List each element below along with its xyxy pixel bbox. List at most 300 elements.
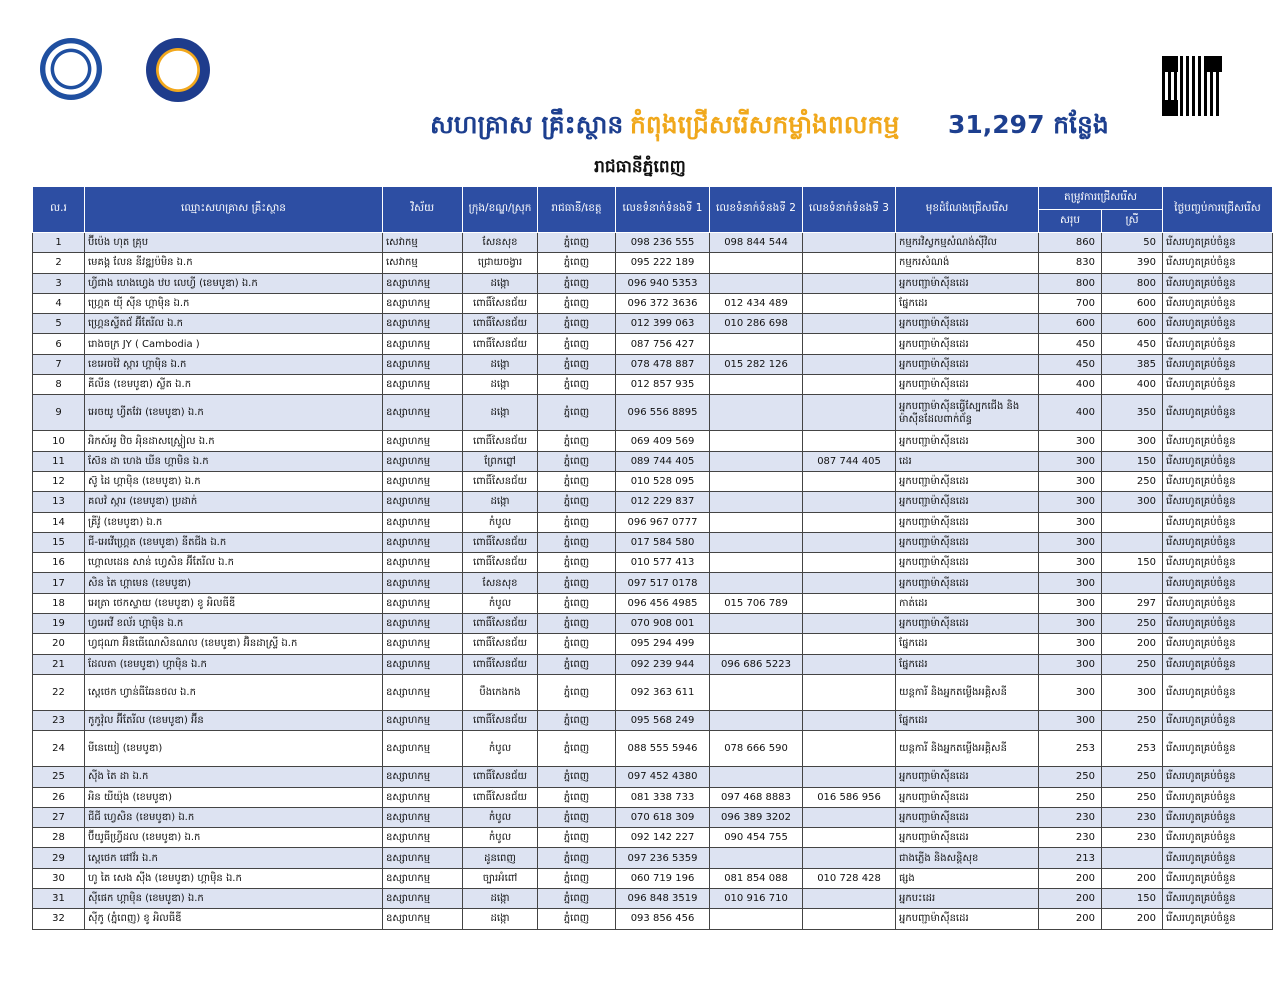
cell-no: 32 <box>33 909 85 929</box>
cell-total: 800 <box>1039 273 1102 293</box>
cell-phone1: 089 744 405 <box>616 451 710 471</box>
cell-company: កូកូវ៉ុល អ៊ីតែរីល (ខេមបូឌា) អ៊ីន <box>85 710 383 730</box>
cell-no: 24 <box>33 731 85 767</box>
cell-total: 860 <box>1039 233 1102 253</box>
cell-position: ផ្នែកដេរ <box>896 634 1039 654</box>
cell-company: ស្តេថេក ផៅវ័រ ឯ.ក <box>85 848 383 868</box>
cell-position: ផ្នែកដេរ <box>896 654 1039 674</box>
cell-province: ភ្នំពេញ <box>538 807 616 827</box>
cell-phone3 <box>803 593 896 613</box>
table-row <box>33 334 1273 354</box>
cell-no: 8 <box>33 375 85 395</box>
cell-position: អ្នកបះដេរ <box>896 889 1039 909</box>
cell-phone2 <box>710 471 803 491</box>
header-phone2: លេខទំនាក់ទំនងទី 2 <box>710 187 803 233</box>
cell-phone2 <box>710 710 803 730</box>
cell-total: 300 <box>1039 492 1102 512</box>
cell-female: 150 <box>1102 451 1163 471</box>
cell-phone3 <box>803 314 896 334</box>
cell-no: 10 <box>33 431 85 451</box>
cell-phone1: 012 857 935 <box>616 375 710 395</box>
cell-female: 250 <box>1102 710 1163 730</box>
cell-no: 30 <box>33 868 85 888</box>
cell-no: 13 <box>33 492 85 512</box>
cell-phone2: 010 286 698 <box>710 314 803 334</box>
cell-total: 253 <box>1039 731 1102 767</box>
cell-no: 7 <box>33 354 85 374</box>
cell-phone2: 015 706 789 <box>710 593 803 613</box>
cell-phone2 <box>710 674 803 710</box>
cell-phone1: 087 756 427 <box>616 334 710 354</box>
cell-female: 230 <box>1102 828 1163 848</box>
cell-sector: ឧស្សាហកម្ម <box>383 451 463 471</box>
cell-sector: ឧស្សាហកម្ម <box>383 593 463 613</box>
cell-phone1: 098 236 555 <box>616 233 710 253</box>
cell-deadline: រើសរហូតគ្រប់ចំនួន <box>1163 807 1273 827</box>
cell-phone1: 010 528 095 <box>616 471 710 491</box>
table-row <box>33 354 1273 374</box>
cell-province: ភ្នំពេញ <box>538 828 616 848</box>
cell-total: 300 <box>1039 553 1102 573</box>
cell-position: យន្តការី និងអ្នកតម្លើងអគ្គិសនី <box>896 731 1039 767</box>
cell-district: ពោធិ៍សែនជ័យ <box>463 710 538 730</box>
cell-total: 400 <box>1039 395 1102 431</box>
cell-deadline: រើសរហូតគ្រប់ចំនួន <box>1163 614 1273 634</box>
cell-deadline: រើសរហូតគ្រប់ចំនួន <box>1163 375 1273 395</box>
cell-total: 300 <box>1039 573 1102 593</box>
cell-district: ច្បារអំពៅ <box>463 868 538 888</box>
cell-province: ភ្នំពេញ <box>538 314 616 334</box>
cell-deadline: រើសរហូតគ្រប់ចំនួន <box>1163 731 1273 767</box>
table-row <box>33 634 1273 654</box>
cell-sector: សេវាកម្ម <box>383 253 463 273</box>
cell-phone3 <box>803 710 896 730</box>
cell-position: អ្នកបញ្ជាម៉ាស៊ីនដេរ <box>896 334 1039 354</box>
cell-deadline: រើសរហូតគ្រប់ចំនួន <box>1163 273 1273 293</box>
cell-total: 600 <box>1039 314 1102 334</box>
cell-phone3: 087 744 405 <box>803 451 896 471</box>
cell-position: អ្នកបញ្ជាម៉ាស៊ីនដេរ <box>896 614 1039 634</box>
cell-phone2: 015 282 126 <box>710 354 803 374</box>
header-phone3: លេខទំនាក់ទំនងទី 3 <box>803 187 896 233</box>
cell-no: 12 <box>33 471 85 491</box>
title-recruiting: កំពុងជ្រើសរើសកម្លាំងពលកម្ម <box>630 110 900 139</box>
cell-total: 200 <box>1039 889 1102 909</box>
table-row <box>33 431 1273 451</box>
cell-phone1: 097 236 5359 <box>616 848 710 868</box>
cell-deadline: រើសរហូតគ្រប់ចំនួន <box>1163 654 1273 674</box>
cell-position: អ្នកបញ្ជាម៉ាស៊ីនដេរ <box>896 512 1039 532</box>
cell-company: ហ្គ្រេត យ៉ី ស៊ីន ហ្គាម៉ិន ឯ.ក <box>85 293 383 313</box>
cell-phone2 <box>710 451 803 471</box>
cell-deadline: រើសរហូតគ្រប់ចំនួន <box>1163 431 1273 451</box>
cell-phone1: 097 517 0178 <box>616 573 710 593</box>
cell-province: ភ្នំពេញ <box>538 354 616 374</box>
cell-total: 200 <box>1039 868 1102 888</box>
cell-phone3 <box>803 233 896 253</box>
cell-phone1: 097 452 4380 <box>616 767 710 787</box>
cell-district: ពោធិ៍សែនជ័យ <box>463 471 538 491</box>
cell-female: 350 <box>1102 395 1163 431</box>
cell-phone1: 092 239 944 <box>616 654 710 674</box>
cell-phone2 <box>710 532 803 552</box>
cell-position: អ្នកបញ្ជាម៉ាស៊ីនដេរ <box>896 828 1039 848</box>
cell-company: ហ្វជុណា អ៊ិនធើណេសិនណល (ខេមបូឌា) អ៊ិនដាស្ទ្រី ឯ.ក <box>85 634 383 654</box>
cell-phone3 <box>803 654 896 674</box>
cell-position: អ្នកបញ្ជាម៉ាស៊ីនដេរ <box>896 807 1039 827</box>
cell-phone3 <box>803 512 896 532</box>
cell-total: 300 <box>1039 451 1102 471</box>
cell-phone2 <box>710 273 803 293</box>
cell-phone2: 097 468 8883 <box>710 787 803 807</box>
cell-deadline: រើសរហូតគ្រប់ចំនួន <box>1163 354 1273 374</box>
cell-company: ប៊ីប៉េង ហុត គ្រុប <box>85 233 383 253</box>
cell-female: 253 <box>1102 731 1163 767</box>
cell-company: រោងចក្រ JY ( Cambodia ) <box>85 334 383 354</box>
cell-female: 300 <box>1102 431 1163 451</box>
cell-company: មីនេយៀ (ខេមបូឌា) <box>85 731 383 767</box>
cell-phone2: 078 666 590 <box>710 731 803 767</box>
cell-position: អ្នកបញ្ជាម៉ាស៊ីនដេរ <box>896 314 1039 334</box>
cell-position: ផ្នែកដេរ <box>896 293 1039 313</box>
cell-district: ដង្កោ <box>463 492 538 512</box>
cell-female: 300 <box>1102 492 1163 512</box>
cell-deadline: រើសរហូតគ្រប់ចំនួន <box>1163 471 1273 491</box>
table-row <box>33 273 1273 293</box>
cell-total: 250 <box>1039 767 1102 787</box>
cell-district: កំបូល <box>463 828 538 848</box>
cell-deadline: រើសរហូតគ្រប់ចំនួន <box>1163 451 1273 471</box>
cell-phone3 <box>803 431 896 451</box>
cell-deadline: រើសរហូតគ្រប់ចំនួន <box>1163 674 1273 710</box>
cell-company: អិន យីយ៉ុង (ខេមបូឌា) <box>85 787 383 807</box>
cell-phone3 <box>803 375 896 395</box>
cell-province: ភ្នំពេញ <box>538 334 616 354</box>
cell-phone1: 081 338 733 <box>616 787 710 807</box>
table-row <box>33 233 1273 253</box>
cell-phone2 <box>710 512 803 532</box>
cell-district: ដង្កោ <box>463 354 538 374</box>
cell-no: 2 <box>33 253 85 273</box>
cell-company: ហូ តៃ សេង ស៊ីង (ខេមបូឌា) ហ្គាម៉ិន ឯ.ក <box>85 868 383 888</box>
cell-total: 250 <box>1039 787 1102 807</box>
cell-province: ភ្នំពេញ <box>538 233 616 253</box>
table-row <box>33 674 1273 710</box>
table-row <box>33 654 1273 674</box>
cell-phone3 <box>803 807 896 827</box>
page-subtitle: រាជធានីភ្នំពេញ <box>594 157 686 177</box>
cell-position: ផ្សង <box>896 868 1039 888</box>
cell-position: អ្នកបញ្ជាម៉ាស៊ីនដេរ <box>896 375 1039 395</box>
nea-logo <box>146 38 210 102</box>
cell-phone2: 081 854 088 <box>710 868 803 888</box>
cell-district: កំបូល <box>463 512 538 532</box>
cell-sector: ឧស្សាហកម្ម <box>383 674 463 710</box>
cell-phone3: 010 728 428 <box>803 868 896 888</box>
cell-total: 300 <box>1039 593 1102 613</box>
cell-phone2: 090 454 755 <box>710 828 803 848</box>
cell-sector: ឧស្សាហកម្ម <box>383 492 463 512</box>
header-female: ស្រី <box>1102 210 1163 233</box>
table-row <box>33 451 1273 471</box>
cell-company: មេគង្គ លែន នីវឌ្ឍប៉មិន ឯ.ក <box>85 253 383 273</box>
cell-company: ស៊ែន ដា ហេង ឃីន ហ្គាមិន ឯ.ក <box>85 451 383 471</box>
cell-district: កំបូល <box>463 731 538 767</box>
cell-female: 400 <box>1102 375 1163 395</box>
cell-province: ភ្នំពេញ <box>538 868 616 888</box>
cell-female: 450 <box>1102 334 1163 354</box>
cell-phone1: 095 568 249 <box>616 710 710 730</box>
cell-phone1: 096 456 4985 <box>616 593 710 613</box>
table-row <box>33 889 1273 909</box>
header-phone1: លេខទំនាក់ទំនងទី 1 <box>616 187 710 233</box>
cell-sector: ឧស្សាហកម្ម <box>383 512 463 532</box>
cell-company: ស៊ីង តៃ ដា ឯ.ក <box>85 767 383 787</box>
cell-phone1: 070 618 309 <box>616 807 710 827</box>
cell-company: ហ្គោលដេន សាន់ ហ្វេសិន អ៊ីតែរីល ឯ.ក <box>85 553 383 573</box>
cell-phone2 <box>710 634 803 654</box>
recruitment-table <box>32 186 1273 930</box>
cell-district: ពោធិ៍សែនជ័យ <box>463 293 538 313</box>
cell-female: 200 <box>1102 868 1163 888</box>
cell-district: ដង្កោ <box>463 889 538 909</box>
cell-phone2 <box>710 553 803 573</box>
cell-total: 300 <box>1039 532 1102 552</box>
cell-deadline: រើសរហូតគ្រប់ចំនួន <box>1163 512 1273 532</box>
cell-company: អិកស៍អូ ឋិច អុិនដាសស្ទ្រៀល ឯ.ក <box>85 431 383 451</box>
cell-deadline: រើសរហូតគ្រប់ចំនួន <box>1163 634 1273 654</box>
table-row <box>33 253 1273 273</box>
cell-company: ស៊ីផេក ហ្គាម៉ិន (ខេមបូឌា) ឯ.ក <box>85 889 383 909</box>
table-row <box>33 314 1273 334</box>
cell-phone3 <box>803 253 896 273</box>
cell-position: កាត់ដេរ <box>896 593 1039 613</box>
table-row <box>33 512 1273 532</box>
cell-district: ដង្កោ <box>463 909 538 929</box>
cell-female: 150 <box>1102 553 1163 573</box>
cell-female: 250 <box>1102 767 1163 787</box>
cell-province: ភ្នំពេញ <box>538 614 616 634</box>
cell-sector: ឧស្សាហកម្ម <box>383 354 463 374</box>
cell-phone3 <box>803 334 896 354</box>
cell-sector: ឧស្សាហកម្ម <box>383 710 463 730</box>
cell-deadline: រើសរហូតគ្រប់ចំនួន <box>1163 868 1273 888</box>
cell-total: 300 <box>1039 431 1102 451</box>
table-row <box>33 532 1273 552</box>
cell-district: កំបូល <box>463 807 538 827</box>
cell-phone3 <box>803 471 896 491</box>
cell-phone3 <box>803 293 896 313</box>
cell-district: សែនសុខ <box>463 233 538 253</box>
cell-no: 11 <box>33 451 85 471</box>
cell-district: ពោធិ៍សែនជ័យ <box>463 614 538 634</box>
cell-position: អ្នកបញ្ជាម៉ាស៊ីនដេរ <box>896 573 1039 593</box>
cell-no: 6 <box>33 334 85 354</box>
cell-no: 20 <box>33 634 85 654</box>
cell-company: ស៊ីកូ (ភ្នំពេញ) ខូ អិលធីឌី <box>85 909 383 929</box>
cell-phone2 <box>710 909 803 929</box>
cell-female <box>1102 573 1163 593</box>
cell-phone1: 078 478 887 <box>616 354 710 374</box>
cell-female: 600 <box>1102 314 1163 334</box>
table-row <box>33 614 1273 634</box>
cell-sector: ឧស្សាហកម្ម <box>383 614 463 634</box>
header-district: ក្រុង/ខណ្ឌ/ស្រុក <box>463 187 538 233</box>
cell-phone1: 096 848 3519 <box>616 889 710 909</box>
cell-phone2: 098 844 544 <box>710 233 803 253</box>
header-no: ល.រ <box>33 187 85 233</box>
table-row <box>33 395 1273 431</box>
cell-phone1: 092 363 611 <box>616 674 710 710</box>
table-row <box>33 848 1273 868</box>
cell-sector: ឧស្សាហកម្ម <box>383 807 463 827</box>
cell-phone1: 069 409 569 <box>616 431 710 451</box>
cell-district: ដូនពេញ <box>463 848 538 868</box>
cell-position: កម្មករសំណង់ <box>896 253 1039 273</box>
cell-province: ភ្នំពេញ <box>538 674 616 710</box>
cell-female: 150 <box>1102 889 1163 909</box>
cell-province: ភ្នំពេញ <box>538 787 616 807</box>
cell-phone3 <box>803 634 896 654</box>
cell-province: ភ្នំពេញ <box>538 492 616 512</box>
cell-no: 9 <box>33 395 85 431</box>
cell-phone3 <box>803 848 896 868</box>
cell-phone2 <box>710 431 803 451</box>
cell-sector: ឧស្សាហកម្ម <box>383 828 463 848</box>
cell-province: ភ្នំពេញ <box>538 253 616 273</box>
cell-no: 31 <box>33 889 85 909</box>
cell-position: ដេរ <box>896 451 1039 471</box>
cell-province: ភ្នំពេញ <box>538 451 616 471</box>
cell-total: 300 <box>1039 512 1102 532</box>
cell-female: 250 <box>1102 471 1163 491</box>
cell-female: 200 <box>1102 909 1163 929</box>
cell-district: ពោធិ៍សែនជ័យ <box>463 553 538 573</box>
cell-phone1: 070 908 001 <box>616 614 710 634</box>
cell-company: ហ្គ្រេនស្ទីតជ័ អ៊ីតែរីល ឯ.ក <box>85 314 383 334</box>
cell-position: អ្នកបញ្ជាម៉ាស៊ីនដេរ <box>896 492 1039 512</box>
table-row <box>33 909 1273 929</box>
cell-sector: ឧស្សាហកម្ម <box>383 395 463 431</box>
cell-no: 15 <box>33 532 85 552</box>
cell-sector: ឧស្សាហកម្ម <box>383 767 463 787</box>
cell-phone2 <box>710 395 803 431</box>
cell-no: 17 <box>33 573 85 593</box>
cell-province: ភ្នំពេញ <box>538 710 616 730</box>
cell-company: គ្រីវ៉ូ (ខេមបូឌា) ឯ.ក <box>85 512 383 532</box>
cell-position: អ្នកបញ្ជាម៉ាស៊ីនដេរ <box>896 787 1039 807</box>
cell-sector: ឧស្សាហកម្ម <box>383 293 463 313</box>
cell-sector: ឧស្សាហកម្ម <box>383 334 463 354</box>
cell-province: ភ្នំពេញ <box>538 431 616 451</box>
cell-no: 14 <box>33 512 85 532</box>
cell-phone3 <box>803 395 896 431</box>
cell-company: សិន តៃ ហ្គាមេន (ខេមបូឌា) <box>85 573 383 593</box>
cell-phone3: 016 586 956 <box>803 787 896 807</box>
cell-deadline: រើសរហូតគ្រប់ចំនួន <box>1163 314 1273 334</box>
header-position: មុខដំណែងជ្រើសរើស <box>896 187 1039 233</box>
cell-phone2 <box>710 492 803 512</box>
cell-province: ភ្នំពេញ <box>538 395 616 431</box>
cell-total: 200 <box>1039 909 1102 929</box>
cell-district: ដង្កោ <box>463 375 538 395</box>
cell-deadline: រើសរហូតគ្រប់ចំនួន <box>1163 848 1273 868</box>
cell-phone3 <box>803 492 896 512</box>
cell-company: គីលីន (ខេមបូឌា) ស្លីត ឯ.ក <box>85 375 383 395</box>
cell-company: ស្តេថេក ហ្វាន់ធីឆែនថល ឯ.ក <box>85 674 383 710</box>
cell-company: គលវ៉ ស្ការ (ខេមបូឌា) ប្រដាក់ <box>85 492 383 512</box>
cell-sector: ឧស្សាហកម្ម <box>383 471 463 491</box>
cell-female: 230 <box>1102 807 1163 827</box>
cell-company: ហ្វអេវើ ខល័រ ហ្គាម៉ិន ឯ.ក <box>85 614 383 634</box>
cell-position: អ្នកបញ្ជាម៉ាស៊ីនធ្វើស្បែកជើង និងម៉ាស៊ីនដែលពាក់ព័ន្ធ <box>896 395 1039 431</box>
cell-no: 3 <box>33 273 85 293</box>
cell-deadline: រើសរហូតគ្រប់ចំនួន <box>1163 532 1273 552</box>
table-row <box>33 767 1273 787</box>
table-row <box>33 375 1273 395</box>
cell-deadline: រើសរហូតគ្រប់ចំនួន <box>1163 767 1273 787</box>
cell-company: ដែលតា (ខេមបូឌា) ហ្គាម៉ិន ឯ.ក <box>85 654 383 674</box>
cell-company: ជី-អេវើហ្គ្រេត (ខេមបូឌា) នីតជីង ឯ.ក <box>85 532 383 552</box>
cell-total: 700 <box>1039 293 1102 313</box>
cell-phone1: 095 222 189 <box>616 253 710 273</box>
cell-phone1: 012 399 063 <box>616 314 710 334</box>
cell-deadline: រើសរហូតគ្រប់ចំនួន <box>1163 828 1273 848</box>
cell-total: 300 <box>1039 654 1102 674</box>
cell-deadline: រើសរហូតគ្រប់ចំនួន <box>1163 909 1273 929</box>
cell-position: អ្នកបញ្ជាម៉ាស៊ីនដេរ <box>896 431 1039 451</box>
cell-female: 600 <box>1102 293 1163 313</box>
cell-phone3 <box>803 354 896 374</box>
cell-no: 29 <box>33 848 85 868</box>
cell-no: 26 <box>33 787 85 807</box>
cell-company: អេចយូ ហ្វីតវែរ (ខេមបូឌា) ឯ.ក <box>85 395 383 431</box>
cell-no: 5 <box>33 314 85 334</box>
cell-position: អ្នកបញ្ជាម៉ាស៊ីនដេរ <box>896 354 1039 374</box>
cell-total: 300 <box>1039 634 1102 654</box>
cell-sector: ឧស្សាហកម្ម <box>383 375 463 395</box>
cell-no: 28 <box>33 828 85 848</box>
cell-district: ពោធិ៍សែនជ័យ <box>463 431 538 451</box>
cell-phone1: 010 577 413 <box>616 553 710 573</box>
cell-no: 21 <box>33 654 85 674</box>
cell-sector: ឧស្សាហកម្ម <box>383 889 463 909</box>
cell-phone1: 095 294 499 <box>616 634 710 654</box>
cell-position: កម្មករវិស្វកម្មសំណង់ស៊ីវិល <box>896 233 1039 253</box>
cell-total: 300 <box>1039 710 1102 730</box>
cell-female: 50 <box>1102 233 1163 253</box>
cell-no: 18 <box>33 593 85 613</box>
cell-total: 400 <box>1039 375 1102 395</box>
cell-total: 230 <box>1039 828 1102 848</box>
cell-phone2: 010 916 710 <box>710 889 803 909</box>
header-province: រាជធានី/ខេត្ត <box>538 187 616 233</box>
cell-district: ដង្កោ <box>463 395 538 431</box>
cell-total: 213 <box>1039 848 1102 868</box>
table-row <box>33 593 1273 613</box>
cell-phone3 <box>803 614 896 634</box>
cell-phone1: 088 555 5946 <box>616 731 710 767</box>
header-deadline: ថ្ងៃបញ្ចប់ការជ្រើសរើស <box>1163 187 1273 233</box>
table-row <box>33 807 1273 827</box>
cell-phone3 <box>803 889 896 909</box>
cell-phone2 <box>710 614 803 634</box>
cell-phone2 <box>710 375 803 395</box>
cell-total: 830 <box>1039 253 1102 273</box>
table-row <box>33 553 1273 573</box>
cell-deadline: រើសរហូតគ្រប់ចំនួន <box>1163 553 1273 573</box>
cell-phone3 <box>803 553 896 573</box>
